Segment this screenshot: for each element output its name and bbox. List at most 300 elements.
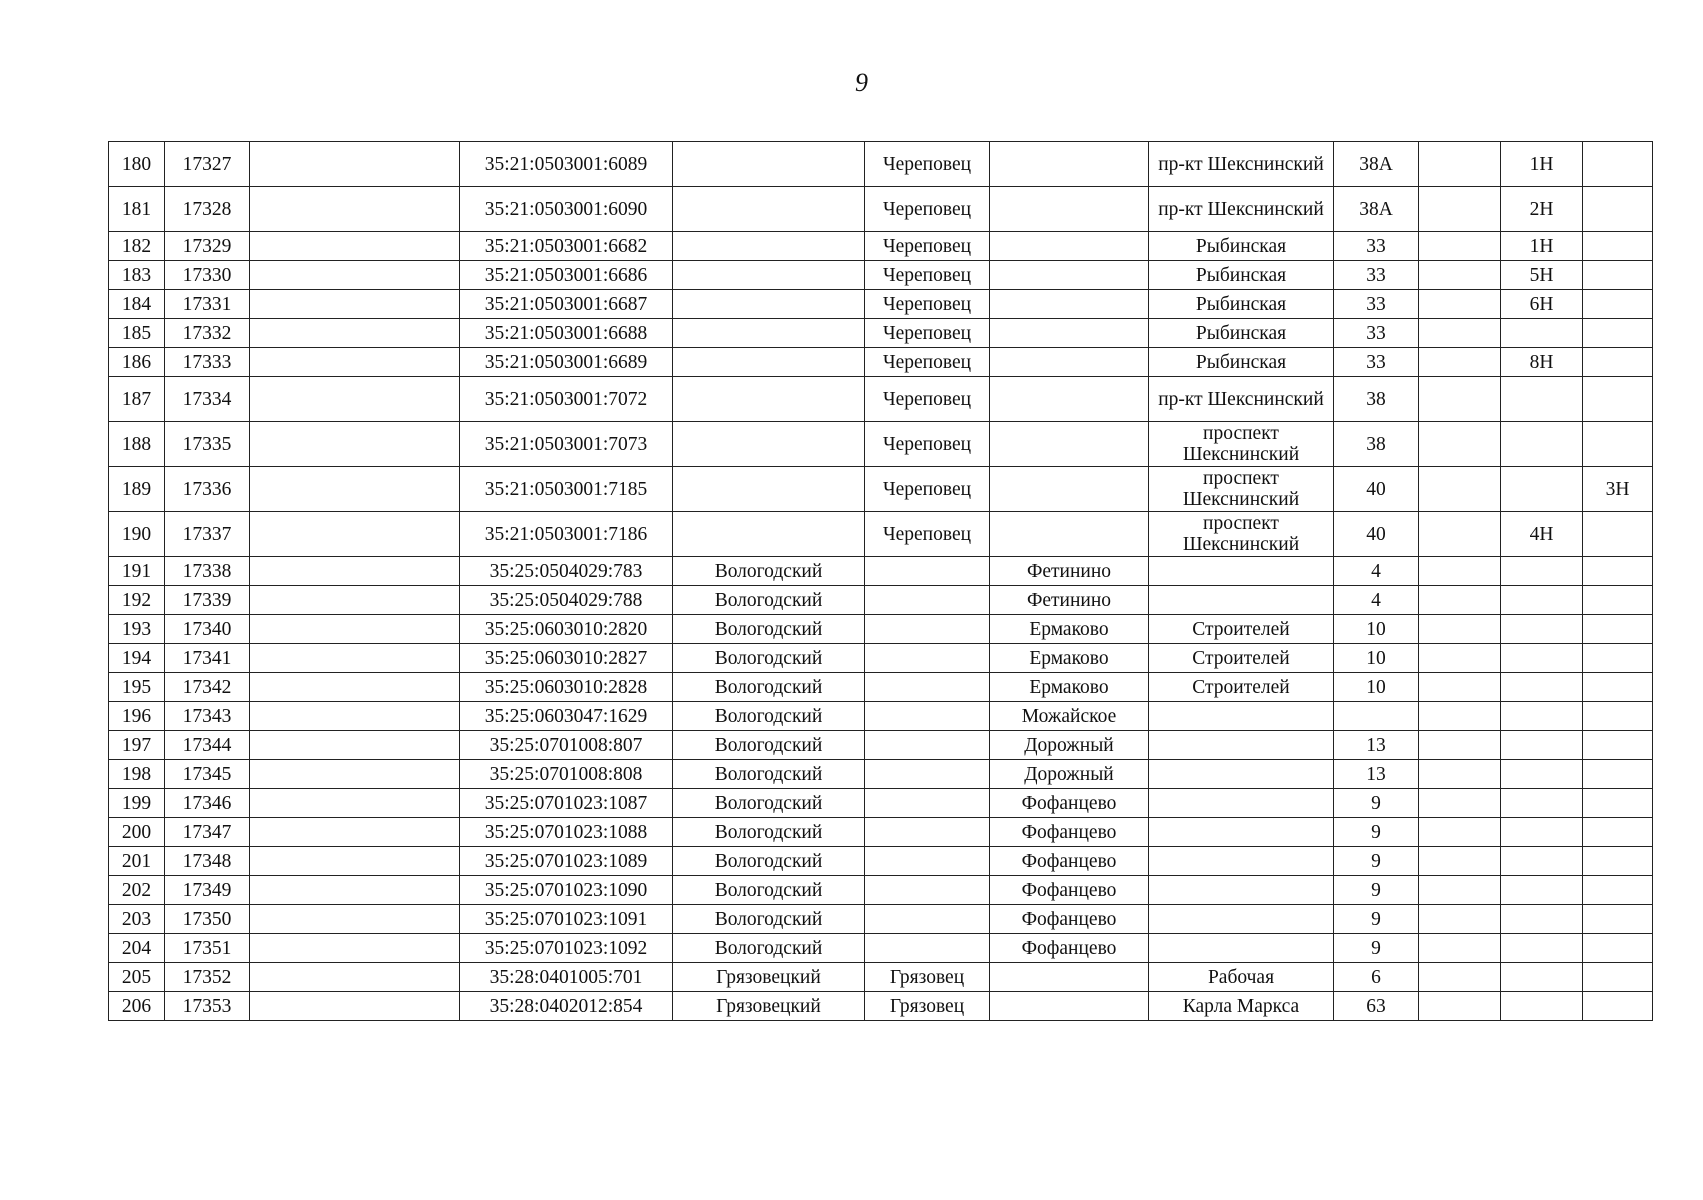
blank-cell bbox=[1419, 934, 1501, 963]
register-id-cell: 17349 bbox=[165, 876, 250, 905]
house-number-cell: 10 bbox=[1334, 615, 1419, 644]
city-cell: Череповец bbox=[865, 348, 990, 377]
register-id-cell: 17330 bbox=[165, 261, 250, 290]
district-cell: Вологодский bbox=[673, 702, 865, 731]
extra-premises-cell bbox=[1583, 232, 1653, 261]
house-number-cell: 10 bbox=[1334, 673, 1419, 702]
street-cell: Рыбинская bbox=[1149, 319, 1334, 348]
row-number-cell: 190 bbox=[109, 512, 165, 557]
street-cell: Строителей bbox=[1149, 673, 1334, 702]
table-row bbox=[109, 847, 1653, 876]
register-id-cell: 17338 bbox=[165, 557, 250, 586]
premises-number-cell bbox=[1501, 644, 1583, 673]
table-row bbox=[109, 232, 1653, 261]
extra-premises-cell bbox=[1583, 142, 1653, 187]
blank-cell bbox=[250, 760, 460, 789]
extra-premises-cell bbox=[1583, 818, 1653, 847]
house-number-cell: 10 bbox=[1334, 644, 1419, 673]
blank-cell bbox=[250, 467, 460, 512]
city-cell bbox=[865, 731, 990, 760]
blank-cell bbox=[1419, 348, 1501, 377]
register-id-cell: 17328 bbox=[165, 187, 250, 232]
blank-cell bbox=[1419, 847, 1501, 876]
house-number-cell: 4 bbox=[1334, 586, 1419, 615]
table-row bbox=[109, 963, 1653, 992]
table-row bbox=[109, 673, 1653, 702]
house-number-cell: 63 bbox=[1334, 992, 1419, 1021]
district-cell: Вологодский bbox=[673, 644, 865, 673]
locality-cell bbox=[990, 261, 1149, 290]
district-cell bbox=[673, 142, 865, 187]
district-cell: Грязовецкий bbox=[673, 992, 865, 1021]
house-number-cell bbox=[1334, 702, 1419, 731]
table-row bbox=[109, 261, 1653, 290]
blank-cell bbox=[250, 187, 460, 232]
cadastral-number-cell: 35:25:0701023:1090 bbox=[460, 876, 673, 905]
extra-premises-cell bbox=[1583, 644, 1653, 673]
extra-premises-cell bbox=[1583, 963, 1653, 992]
cadastral-number-cell: 35:25:0603010:2820 bbox=[460, 615, 673, 644]
blank-cell bbox=[1419, 422, 1501, 467]
district-cell: Вологодский bbox=[673, 760, 865, 789]
locality-cell: Фофанцево bbox=[990, 876, 1149, 905]
table-row bbox=[109, 818, 1653, 847]
district-cell: Вологодский bbox=[673, 557, 865, 586]
district-cell: Грязовецкий bbox=[673, 963, 865, 992]
city-cell: Череповец bbox=[865, 261, 990, 290]
extra-premises-cell bbox=[1583, 905, 1653, 934]
blank-cell bbox=[1419, 586, 1501, 615]
register-id-cell: 17352 bbox=[165, 963, 250, 992]
blank-cell bbox=[1419, 187, 1501, 232]
register-id-cell: 17329 bbox=[165, 232, 250, 261]
cadastral-number-cell: 35:21:0503001:7072 bbox=[460, 377, 673, 422]
locality-cell: Ермаково bbox=[990, 615, 1149, 644]
district-cell bbox=[673, 467, 865, 512]
street-cell: Строителей bbox=[1149, 615, 1334, 644]
register-id-cell: 17336 bbox=[165, 467, 250, 512]
blank-cell bbox=[250, 702, 460, 731]
table-row bbox=[109, 934, 1653, 963]
blank-cell bbox=[1419, 992, 1501, 1021]
register-id-cell: 17337 bbox=[165, 512, 250, 557]
district-cell: Вологодский bbox=[673, 615, 865, 644]
locality-cell bbox=[990, 319, 1149, 348]
register-id-cell: 17348 bbox=[165, 847, 250, 876]
street-cell bbox=[1149, 789, 1334, 818]
blank-cell bbox=[1419, 673, 1501, 702]
register-id-cell: 17341 bbox=[165, 644, 250, 673]
blank-cell bbox=[1419, 377, 1501, 422]
cadastral-number-cell: 35:21:0503001:6687 bbox=[460, 290, 673, 319]
table-row bbox=[109, 905, 1653, 934]
cadastral-number-cell: 35:25:0701023:1088 bbox=[460, 818, 673, 847]
premises-number-cell bbox=[1501, 876, 1583, 905]
locality-cell: Дорожный bbox=[990, 731, 1149, 760]
premises-number-cell: 1Н bbox=[1501, 232, 1583, 261]
locality-cell bbox=[990, 467, 1149, 512]
blank-cell bbox=[250, 615, 460, 644]
extra-premises-cell bbox=[1583, 557, 1653, 586]
register-id-cell: 17346 bbox=[165, 789, 250, 818]
house-number-cell: 40 bbox=[1334, 467, 1419, 512]
blank-cell bbox=[250, 963, 460, 992]
extra-premises-cell bbox=[1583, 261, 1653, 290]
street-cell bbox=[1149, 586, 1334, 615]
cadastral-number-cell: 35:25:0504029:788 bbox=[460, 586, 673, 615]
register-id-cell: 17339 bbox=[165, 586, 250, 615]
locality-cell bbox=[990, 348, 1149, 377]
register-id-cell: 17347 bbox=[165, 818, 250, 847]
city-cell bbox=[865, 557, 990, 586]
extra-premises-cell bbox=[1583, 422, 1653, 467]
house-number-cell: 6 bbox=[1334, 963, 1419, 992]
street-cell bbox=[1149, 760, 1334, 789]
locality-cell: Фетинино bbox=[990, 557, 1149, 586]
row-number-cell: 201 bbox=[109, 847, 165, 876]
register-id-cell: 17332 bbox=[165, 319, 250, 348]
blank-cell bbox=[250, 934, 460, 963]
district-cell bbox=[673, 512, 865, 557]
row-number-cell: 199 bbox=[109, 789, 165, 818]
blank-cell bbox=[250, 422, 460, 467]
row-number-cell: 194 bbox=[109, 644, 165, 673]
blank-cell bbox=[1419, 290, 1501, 319]
street-cell: проспект Шекснинский bbox=[1149, 512, 1334, 557]
blank-cell bbox=[250, 731, 460, 760]
blank-cell bbox=[1419, 142, 1501, 187]
house-number-cell: 40 bbox=[1334, 512, 1419, 557]
table-row bbox=[109, 348, 1653, 377]
registry-table bbox=[108, 141, 1653, 1021]
blank-cell bbox=[1419, 644, 1501, 673]
locality-cell: Дорожный bbox=[990, 760, 1149, 789]
house-number-cell: 4 bbox=[1334, 557, 1419, 586]
blank-cell bbox=[250, 557, 460, 586]
extra-premises-cell bbox=[1583, 847, 1653, 876]
row-number-cell: 182 bbox=[109, 232, 165, 261]
blank-cell bbox=[250, 673, 460, 702]
extra-premises-cell bbox=[1583, 187, 1653, 232]
locality-cell: Фофанцево bbox=[990, 847, 1149, 876]
street-cell: проспект Шекснинский bbox=[1149, 467, 1334, 512]
city-cell: Грязовец bbox=[865, 963, 990, 992]
row-number-cell: 192 bbox=[109, 586, 165, 615]
table-row bbox=[109, 876, 1653, 905]
house-number-cell: 33 bbox=[1334, 290, 1419, 319]
street-cell: Рыбинская bbox=[1149, 232, 1334, 261]
cadastral-number-cell: 35:25:0701023:1087 bbox=[460, 789, 673, 818]
blank-cell bbox=[250, 142, 460, 187]
street-cell bbox=[1149, 702, 1334, 731]
extra-premises-cell bbox=[1583, 992, 1653, 1021]
cadastral-number-cell: 35:25:0701008:807 bbox=[460, 731, 673, 760]
row-number-cell: 189 bbox=[109, 467, 165, 512]
house-number-cell: 9 bbox=[1334, 847, 1419, 876]
row-number-cell: 205 bbox=[109, 963, 165, 992]
table-row bbox=[109, 731, 1653, 760]
locality-cell bbox=[990, 422, 1149, 467]
city-cell bbox=[865, 934, 990, 963]
table-row bbox=[109, 290, 1653, 319]
locality-cell bbox=[990, 232, 1149, 261]
cadastral-number-cell: 35:25:0603010:2828 bbox=[460, 673, 673, 702]
district-cell: Вологодский bbox=[673, 673, 865, 702]
district-cell bbox=[673, 377, 865, 422]
district-cell: Вологодский bbox=[673, 818, 865, 847]
blank-cell bbox=[250, 644, 460, 673]
row-number-cell: 187 bbox=[109, 377, 165, 422]
table-row bbox=[109, 557, 1653, 586]
row-number-cell: 188 bbox=[109, 422, 165, 467]
city-cell bbox=[865, 702, 990, 731]
row-number-cell: 181 bbox=[109, 187, 165, 232]
extra-premises-cell bbox=[1583, 760, 1653, 789]
blank-cell bbox=[250, 586, 460, 615]
city-cell: Череповец bbox=[865, 290, 990, 319]
premises-number-cell: 2Н bbox=[1501, 187, 1583, 232]
extra-premises-cell bbox=[1583, 789, 1653, 818]
row-number-cell: 193 bbox=[109, 615, 165, 644]
table-body bbox=[109, 142, 1653, 1021]
locality-cell: Фетинино bbox=[990, 586, 1149, 615]
premises-number-cell bbox=[1501, 731, 1583, 760]
blank-cell bbox=[1419, 512, 1501, 557]
table-row bbox=[109, 422, 1653, 467]
blank-cell bbox=[1419, 876, 1501, 905]
street-cell: пр-кт Шекснинский bbox=[1149, 142, 1334, 187]
blank-cell bbox=[250, 847, 460, 876]
blank-cell bbox=[250, 992, 460, 1021]
blank-cell bbox=[250, 512, 460, 557]
register-id-cell: 17353 bbox=[165, 992, 250, 1021]
row-number-cell: 202 bbox=[109, 876, 165, 905]
blank-cell bbox=[250, 232, 460, 261]
house-number-cell: 33 bbox=[1334, 348, 1419, 377]
cadastral-number-cell: 35:25:0504029:783 bbox=[460, 557, 673, 586]
district-cell bbox=[673, 232, 865, 261]
register-id-cell: 17345 bbox=[165, 760, 250, 789]
row-number-cell: 204 bbox=[109, 934, 165, 963]
city-cell bbox=[865, 644, 990, 673]
street-cell bbox=[1149, 818, 1334, 847]
blank-cell bbox=[250, 905, 460, 934]
street-cell: проспект Шекснинский bbox=[1149, 422, 1334, 467]
cadastral-number-cell: 35:21:0503001:7073 bbox=[460, 422, 673, 467]
locality-cell: Фофанцево bbox=[990, 934, 1149, 963]
street-cell bbox=[1149, 876, 1334, 905]
extra-premises-cell bbox=[1583, 731, 1653, 760]
cadastral-number-cell: 35:21:0503001:6089 bbox=[460, 142, 673, 187]
cadastral-number-cell: 35:25:0701008:808 bbox=[460, 760, 673, 789]
city-cell bbox=[865, 615, 990, 644]
cadastral-number-cell: 35:21:0503001:7186 bbox=[460, 512, 673, 557]
street-cell: Строителей bbox=[1149, 644, 1334, 673]
table-row bbox=[109, 319, 1653, 348]
blank-cell bbox=[250, 348, 460, 377]
district-cell bbox=[673, 422, 865, 467]
cadastral-number-cell: 35:28:0401005:701 bbox=[460, 963, 673, 992]
blank-cell bbox=[1419, 702, 1501, 731]
city-cell bbox=[865, 586, 990, 615]
register-id-cell: 17333 bbox=[165, 348, 250, 377]
district-cell: Вологодский bbox=[673, 586, 865, 615]
district-cell: Вологодский bbox=[673, 789, 865, 818]
premises-number-cell bbox=[1501, 934, 1583, 963]
cadastral-number-cell: 35:21:0503001:6689 bbox=[460, 348, 673, 377]
extra-premises-cell bbox=[1583, 673, 1653, 702]
street-cell bbox=[1149, 934, 1334, 963]
row-number-cell: 184 bbox=[109, 290, 165, 319]
cadastral-number-cell: 35:21:0503001:6682 bbox=[460, 232, 673, 261]
table-row bbox=[109, 377, 1653, 422]
table-row bbox=[109, 702, 1653, 731]
district-cell: Вологодский bbox=[673, 905, 865, 934]
extra-premises-cell bbox=[1583, 512, 1653, 557]
street-cell: Рыбинская bbox=[1149, 348, 1334, 377]
register-id-cell: 17340 bbox=[165, 615, 250, 644]
premises-number-cell: 8Н bbox=[1501, 348, 1583, 377]
locality-cell bbox=[990, 963, 1149, 992]
row-number-cell: 196 bbox=[109, 702, 165, 731]
table-row bbox=[109, 467, 1653, 512]
locality-cell: Фофанцево bbox=[990, 905, 1149, 934]
street-cell: Рыбинская bbox=[1149, 290, 1334, 319]
premises-number-cell bbox=[1501, 467, 1583, 512]
street-cell bbox=[1149, 557, 1334, 586]
blank-cell bbox=[1419, 963, 1501, 992]
blank-cell bbox=[250, 377, 460, 422]
extra-premises-cell bbox=[1583, 876, 1653, 905]
premises-number-cell bbox=[1501, 789, 1583, 818]
row-number-cell: 183 bbox=[109, 261, 165, 290]
locality-cell: Можайское bbox=[990, 702, 1149, 731]
premises-number-cell bbox=[1501, 422, 1583, 467]
blank-cell bbox=[1419, 760, 1501, 789]
locality-cell bbox=[990, 992, 1149, 1021]
blank-cell bbox=[1419, 615, 1501, 644]
cadastral-number-cell: 35:21:0503001:7185 bbox=[460, 467, 673, 512]
row-number-cell: 180 bbox=[109, 142, 165, 187]
table-row bbox=[109, 512, 1653, 557]
house-number-cell: 38А bbox=[1334, 142, 1419, 187]
cadastral-number-cell: 35:25:0701023:1089 bbox=[460, 847, 673, 876]
register-id-cell: 17351 bbox=[165, 934, 250, 963]
locality-cell bbox=[990, 187, 1149, 232]
cadastral-number-cell: 35:25:0701023:1092 bbox=[460, 934, 673, 963]
row-number-cell: 195 bbox=[109, 673, 165, 702]
premises-number-cell bbox=[1501, 905, 1583, 934]
city-cell bbox=[865, 876, 990, 905]
house-number-cell: 33 bbox=[1334, 319, 1419, 348]
premises-number-cell bbox=[1501, 818, 1583, 847]
house-number-cell: 38 bbox=[1334, 422, 1419, 467]
locality-cell bbox=[990, 512, 1149, 557]
district-cell bbox=[673, 261, 865, 290]
premises-number-cell bbox=[1501, 586, 1583, 615]
register-id-cell: 17343 bbox=[165, 702, 250, 731]
street-cell bbox=[1149, 731, 1334, 760]
city-cell: Череповец bbox=[865, 377, 990, 422]
city-cell: Грязовец bbox=[865, 992, 990, 1021]
locality-cell: Ермаково bbox=[990, 644, 1149, 673]
blank-cell bbox=[250, 319, 460, 348]
district-cell bbox=[673, 187, 865, 232]
extra-premises-cell bbox=[1583, 702, 1653, 731]
street-cell bbox=[1149, 905, 1334, 934]
page-number: 9 bbox=[855, 68, 868, 97]
extra-premises-cell bbox=[1583, 586, 1653, 615]
register-id-cell: 17331 bbox=[165, 290, 250, 319]
cadastral-number-cell: 35:25:0603047:1629 bbox=[460, 702, 673, 731]
row-number-cell: 186 bbox=[109, 348, 165, 377]
city-cell: Череповец bbox=[865, 142, 990, 187]
district-cell: Вологодский bbox=[673, 876, 865, 905]
house-number-cell: 38 bbox=[1334, 377, 1419, 422]
row-number-cell: 203 bbox=[109, 905, 165, 934]
cadastral-number-cell: 35:25:0603010:2827 bbox=[460, 644, 673, 673]
city-cell: Череповец bbox=[865, 319, 990, 348]
district-cell: Вологодский bbox=[673, 934, 865, 963]
extra-premises-cell bbox=[1583, 348, 1653, 377]
locality-cell: Ермаково bbox=[990, 673, 1149, 702]
premises-number-cell bbox=[1501, 992, 1583, 1021]
register-id-cell: 17335 bbox=[165, 422, 250, 467]
house-number-cell: 33 bbox=[1334, 261, 1419, 290]
locality-cell bbox=[990, 290, 1149, 319]
table-row bbox=[109, 615, 1653, 644]
extra-premises-cell bbox=[1583, 377, 1653, 422]
city-cell bbox=[865, 905, 990, 934]
locality-cell: Фофанцево bbox=[990, 818, 1149, 847]
row-number-cell: 191 bbox=[109, 557, 165, 586]
city-cell bbox=[865, 847, 990, 876]
register-id-cell: 17334 bbox=[165, 377, 250, 422]
blank-cell bbox=[1419, 319, 1501, 348]
table-row bbox=[109, 644, 1653, 673]
cadastral-number-cell: 35:21:0503001:6688 bbox=[460, 319, 673, 348]
blank-cell bbox=[1419, 261, 1501, 290]
premises-number-cell: 4Н bbox=[1501, 512, 1583, 557]
district-cell bbox=[673, 319, 865, 348]
district-cell bbox=[673, 290, 865, 319]
blank-cell bbox=[1419, 818, 1501, 847]
house-number-cell: 9 bbox=[1334, 905, 1419, 934]
row-number-cell: 198 bbox=[109, 760, 165, 789]
premises-number-cell bbox=[1501, 377, 1583, 422]
locality-cell: Фофанцево bbox=[990, 789, 1149, 818]
district-cell bbox=[673, 348, 865, 377]
blank-cell bbox=[1419, 232, 1501, 261]
row-number-cell: 206 bbox=[109, 992, 165, 1021]
house-number-cell: 9 bbox=[1334, 934, 1419, 963]
locality-cell bbox=[990, 142, 1149, 187]
house-number-cell: 9 bbox=[1334, 876, 1419, 905]
table-row bbox=[109, 142, 1653, 187]
house-number-cell: 9 bbox=[1334, 818, 1419, 847]
house-number-cell: 38А bbox=[1334, 187, 1419, 232]
premises-number-cell bbox=[1501, 615, 1583, 644]
cadastral-number-cell: 35:25:0701023:1091 bbox=[460, 905, 673, 934]
blank-cell bbox=[250, 290, 460, 319]
blank-cell bbox=[1419, 905, 1501, 934]
street-cell: Рабочая bbox=[1149, 963, 1334, 992]
row-number-cell: 197 bbox=[109, 731, 165, 760]
district-cell: Вологодский bbox=[673, 731, 865, 760]
street-cell bbox=[1149, 847, 1334, 876]
district-cell: Вологодский bbox=[673, 847, 865, 876]
table-row bbox=[109, 586, 1653, 615]
